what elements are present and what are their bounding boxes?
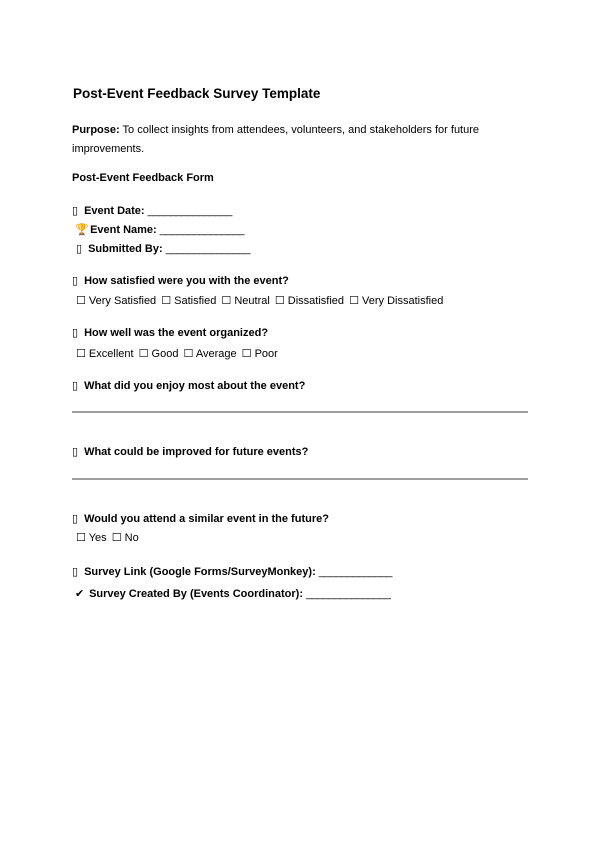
option-dissatisfied[interactable]: ☐ Dissatisfied (274, 295, 345, 307)
created-by-blank[interactable]: _______________ (306, 588, 391, 600)
form-title: Post-Event Feedback Form (72, 172, 214, 184)
lightbulb-icon: ▯ (72, 446, 79, 458)
enjoy-answer-line[interactable] (72, 411, 528, 413)
improve-answer-line[interactable] (72, 478, 528, 480)
option-neutral[interactable]: ☐ Neutral (221, 295, 270, 307)
document-title: Post-Event Feedback Survey Template (73, 86, 321, 101)
event-name-label: Event Name: (90, 224, 157, 236)
star-icon: ▯ (72, 275, 79, 287)
smile-icon: ▯ (72, 380, 79, 392)
survey-link-blank[interactable]: _____________ (318, 566, 392, 578)
satisfaction-options (76, 294, 445, 307)
clipboard-icon: ▯ (72, 327, 79, 339)
attend-again-options (76, 531, 141, 544)
option-satisfied[interactable]: ☐ Satisfied (161, 295, 217, 307)
submitted-by-label: Submitted By: (88, 243, 163, 255)
purpose-text: To collect insights from attendees, volunteers, and stakeholders for future improvements. (72, 124, 480, 155)
survey-link-label: Survey Link (Google Forms/SurveyMonkey): (84, 566, 316, 578)
survey-link-field (72, 565, 392, 578)
option-average[interactable]: ☐ Average (183, 348, 237, 360)
trophy-icon: 🏆 (75, 224, 89, 236)
repeat-icon: ▯ (72, 513, 79, 525)
checkmark-icon: ✔ (75, 588, 85, 600)
organization-question (72, 326, 268, 339)
attend-again-question (72, 512, 329, 525)
organization-question-text: How well was the event organized? (84, 327, 269, 339)
event-date-blank[interactable]: _______________ (147, 205, 232, 217)
link-icon: ▯ (72, 566, 79, 578)
satisfaction-question (72, 274, 289, 287)
improve-question-text: What could be improved for future events? (84, 446, 309, 458)
attend-again-question-text: Would you attend a similar event in the future? (84, 513, 329, 525)
submitted-by-blank[interactable]: _______________ (165, 243, 250, 255)
person-icon: ▯ (76, 243, 83, 255)
option-yes[interactable]: ☐ Yes (76, 532, 107, 544)
purpose-label: Purpose: (72, 124, 120, 136)
enjoy-question (72, 379, 305, 392)
purpose-paragraph (72, 121, 532, 159)
calendar-icon: ▯ (72, 205, 79, 217)
improve-question (72, 445, 308, 458)
option-no[interactable]: ☐ No (111, 532, 139, 544)
created-by-field (75, 587, 390, 600)
created-by-label: Survey Created By (Events Coordinator): (89, 588, 303, 600)
enjoy-question-text: What did you enjoy most about the event? (84, 380, 306, 392)
organization-options (76, 347, 280, 360)
event-name-field (75, 223, 244, 236)
event-date-field (72, 204, 232, 217)
option-poor[interactable]: ☐ Poor (241, 348, 278, 360)
event-name-blank[interactable]: _______________ (159, 224, 245, 236)
satisfaction-question-text: How satisfied were you with the event? (84, 275, 289, 287)
option-very-satisfied[interactable]: ☐ Very Satisfied (76, 295, 157, 307)
option-excellent[interactable]: ☐ Excellent (76, 348, 134, 360)
option-very-dissatisfied[interactable]: ☐ Very Dissatisfied (349, 295, 444, 307)
event-date-label: Event Date: (84, 205, 145, 217)
option-good[interactable]: ☐ Good (138, 348, 179, 360)
submitted-by-field (76, 242, 250, 255)
